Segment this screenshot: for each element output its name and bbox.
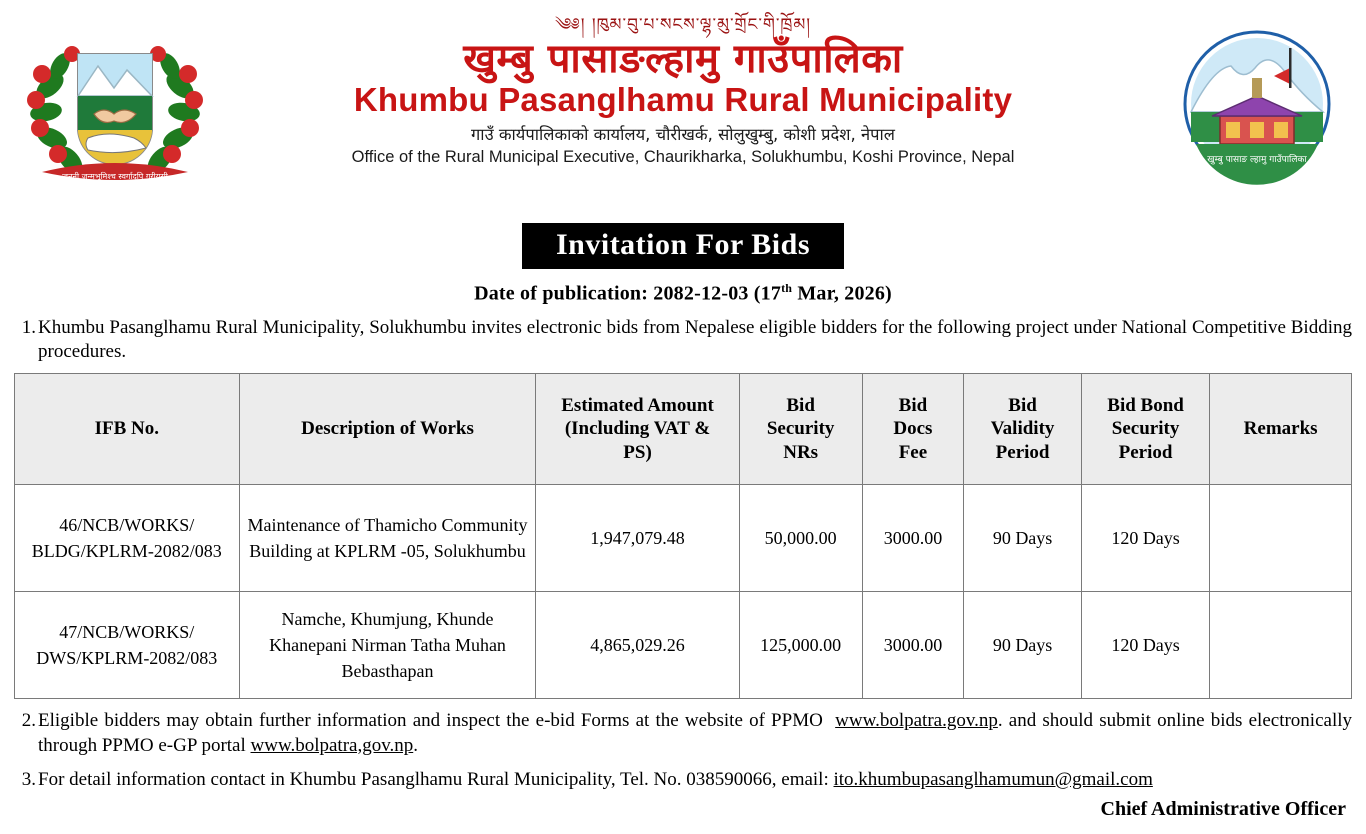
paragraph-3-text: [38, 768, 1352, 792]
ppmo-website-link-1[interactable]: www.bolpatra.gov.np: [835, 710, 998, 732]
document-title-wrap: [14, 223, 1352, 269]
cell-remarks: [1210, 592, 1352, 699]
nepali-municipality-title: खुम्बु पासाङल्हामु गाउँपालिका: [463, 35, 903, 82]
ppmo-website-link-2[interactable]: www.bolpatra,gov.np: [250, 734, 414, 756]
paragraph-2-text: [38, 709, 1352, 758]
paragraph-2-mid: . and should submit online bids electronically through PPMO e-GP portal: [38, 710, 1353, 756]
publication-date-ordinal: th: [781, 281, 793, 295]
cell-bid-docs-fee: 3000.00: [862, 592, 964, 699]
table-row: [15, 592, 1352, 699]
table-header-row: [15, 374, 1352, 485]
cell-bid-validity: 90 Days: [964, 485, 1082, 592]
cell-amount: 4,865,029.26: [536, 592, 739, 699]
header-ifb-no: IFB No.: [15, 374, 240, 485]
table-row: [15, 485, 1352, 592]
header-bid-bond-l2: Security: [1111, 418, 1180, 440]
english-office-subtitle: Office of the Rural Municipal Executive, Chaurikharka, Solukhumbu, Koshi Province, Nepal: [351, 148, 1015, 167]
header-estimated-amount-l1: Estimated Amount: [561, 394, 714, 416]
header-bid-security-l3: NRs: [783, 442, 819, 464]
cell-description: Namche, Khumjung, Khunde Khanepani Nirman Tatha Muhan Bebasthapan: [239, 592, 536, 699]
cell-amount: 1,947,079.48: [536, 485, 739, 592]
cell-ifb-no: 46/NCB/WORKS/ BLDG/KPLRM-2082/083: [15, 485, 240, 592]
cell-bid-docs-fee: 3000.00: [862, 485, 964, 592]
cell-remarks: [1210, 485, 1352, 592]
publication-date-tail: Mar, 2026): [792, 282, 892, 305]
paragraph-2: [14, 709, 1352, 758]
cell-bid-bond-period: 120 Days: [1081, 592, 1209, 699]
publication-date-label: Date of publication:: [474, 282, 649, 305]
header-bid-validity: [964, 374, 1082, 485]
nepali-office-subtitle: गाउँ कार्यपालिकाको कार्यालय, चौरीखर्क, सोलुखुम्बु, कोशी प्रदेश, नेपाल: [471, 125, 895, 145]
header-bid-docs-fee: [862, 374, 964, 485]
paragraph-2-lead: Eligible bidders may obtain further information and inspect the e-bid Forms at the website of PPMO: [38, 710, 823, 732]
signature-line: Chief Administrative Officer: [1100, 798, 1346, 821]
document-header: [14, 10, 1352, 215]
header-estimated-amount-l3: PS): [623, 442, 652, 464]
municipality-logo: [1172, 26, 1342, 191]
svg-text:जननी जन्मभूमिश्च स्वर्गादपि गर: जननी जन्मभूमिश्च स्वर्गादपि गरीयसी: [62, 172, 168, 181]
nepal-national-emblem: [20, 26, 210, 201]
cell-bid-bond-period: 120 Days: [1081, 485, 1209, 592]
paragraph-2-number: 2.: [21, 710, 36, 732]
document-title: Invitation For Bids: [522, 223, 844, 269]
paragraph-1: [14, 316, 1352, 365]
paragraph-2-tail: .: [413, 734, 418, 756]
paragraph-3: [14, 768, 1352, 792]
header-estimated-amount-l2: (Including VAT &: [564, 418, 711, 440]
header-remarks: Remarks: [1210, 374, 1352, 485]
header-bid-bond-l3: Period: [1118, 442, 1173, 464]
cell-bid-validity: 90 Days: [964, 592, 1082, 699]
header-bid-docs-fee-l1: Bid: [898, 394, 928, 416]
header-bid-docs-fee-l3: Fee: [898, 442, 928, 464]
cell-bid-security: 125,000.00: [739, 592, 862, 699]
header-bid-bond: [1081, 374, 1209, 485]
header-bid-validity-l3: Period: [995, 442, 1050, 464]
header-bid-security-l2: Security: [766, 418, 835, 440]
svg-text:खुम्बु पासाङ ल्हामु गाउँपालिका: खुम्बु पासाङ ल्हामु गाउँपालिका: [1207, 155, 1307, 165]
english-municipality-title: Khumbu Pasanglhamu Rural Municipality: [353, 81, 1013, 119]
publication-date-value: 2082-12-03 (17: [653, 282, 782, 305]
cell-ifb-no: 47/NCB/WORKS/ DWS/KPLRM-2082/083: [15, 592, 240, 699]
contact-email-link[interactable]: ito.khumbupasanglhamumun@gmail.com: [833, 768, 1153, 790]
paragraph-1-number: 1.: [21, 316, 36, 338]
cell-bid-security: 50,000.00: [739, 485, 862, 592]
header-estimated-amount: [536, 374, 739, 485]
header-bid-security-l1: Bid: [786, 394, 815, 416]
header-bid-security: [739, 374, 862, 485]
paragraph-3-lead: For detail information contact in Khumbu Pasanglhamu Rural Municipality, Tel. No. 038590066, email:: [38, 768, 829, 790]
header-bid-validity-l1: Bid: [1008, 394, 1037, 416]
header-bid-bond-l1: Bid Bond: [1107, 394, 1184, 416]
publication-date: [14, 281, 1352, 306]
paragraph-1-text: Khumbu Pasanglhamu Rural Municipality, Solukhumbu invites electronic bids from Nepalese eligible bidders for the following project under National Competitive Bidding procedures.: [38, 316, 1352, 362]
header-bid-validity-l2: Validity: [990, 418, 1055, 440]
tibetan-header-line: ༄༅། །ཁུམ་བུ་པ་སངས་ལྷ་མུ་གྲོང་གི་ཁྲོམ།: [554, 15, 812, 35]
ifb-table: [14, 373, 1352, 699]
paragraph-3-number: 3.: [21, 768, 36, 790]
header-description: Description of Works: [239, 374, 536, 485]
cell-description: Maintenance of Thamicho Community Building at KPLRM -05, Solukhumbu: [239, 485, 536, 592]
header-bid-docs-fee-l2: Docs: [893, 418, 933, 440]
